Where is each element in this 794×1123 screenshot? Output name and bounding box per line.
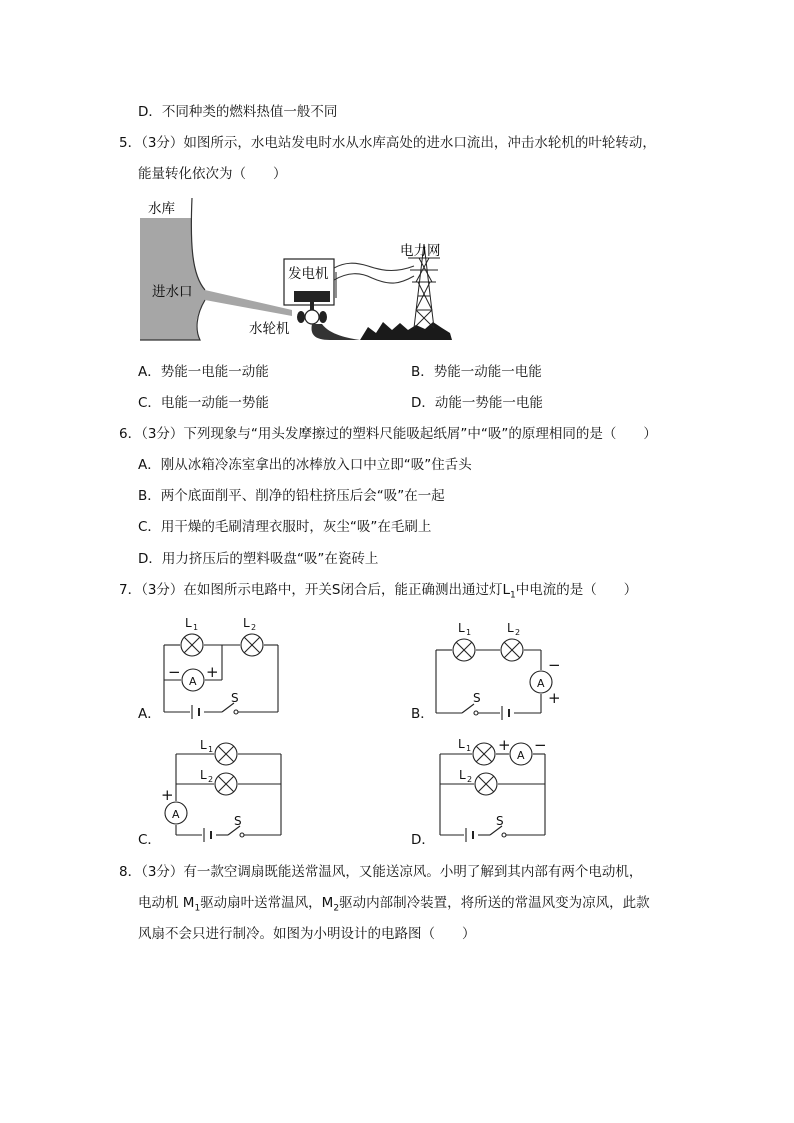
c-plus: +	[161, 786, 174, 804]
grid-label: 电力网	[400, 243, 441, 259]
b-lamp2-sub: 2	[515, 628, 521, 637]
c-lamp1-letter: L	[200, 738, 207, 752]
reservoir-label: 水库	[148, 201, 175, 217]
q8-stem-line2	[138, 897, 650, 914]
circuit-c	[165, 743, 281, 842]
intake-label: 进水口	[152, 284, 193, 300]
q7-stem-post: 中电流的是（ ）	[515, 582, 638, 598]
a-lamp2-sub: 2	[251, 623, 257, 632]
q6-option-d: D．用力挤压后的塑料吸盘“吸”在瓷砖上	[138, 551, 379, 567]
q5-stem-line1: 5．（3分）如图所示，水电站发电时水从水库高处的进水口流出，冲击水轮机的叶轮转动，	[119, 135, 656, 151]
d-ammeter-letter: A	[517, 749, 525, 762]
q6-option-a: A．刚从冰箱冷冻室拿出的冰棒放入口中立即“吸”住舌头	[138, 457, 472, 473]
a-switch-letter: S	[231, 691, 239, 705]
a-plus: +	[206, 663, 219, 681]
a-lamp1-sub: 1	[193, 623, 199, 632]
q5-option-b: B．势能一动能一电能	[411, 364, 542, 380]
q6-option-c: C．用干燥的毛刷清理衣服时，灰尘“吸”在毛刷上	[138, 519, 432, 535]
c-lamp2-sub: 2	[208, 775, 214, 784]
q6-stem: 6．（3分）下列现象与“用头发摩擦过的塑料尺能吸起纸屑”中“吸”的原理相同的是（ ）	[119, 426, 657, 442]
a-minus: −	[168, 663, 181, 681]
q4-option-d: D．不同种类的燃料热值一般不同	[138, 104, 338, 120]
a-lamp1-letter: L	[185, 616, 192, 630]
b-lamp1-letter: L	[458, 621, 465, 635]
q5-option-a: A．势能一电能一动能	[138, 364, 269, 380]
c-ammeter-letter: A	[172, 808, 180, 821]
q8-line2-c: 驱动内部制冷装置，将所送的常温风变为凉风，此款	[339, 895, 650, 911]
circuit-b	[436, 639, 552, 720]
circuit-a	[164, 634, 278, 719]
q8-line2-sub1: 1	[194, 903, 201, 914]
q8-line2-a: 电动机 M	[138, 895, 195, 911]
d-lamp2-sub: 2	[467, 775, 473, 784]
q5-option-d: D．动能一势能一电能	[411, 395, 543, 411]
q5-option-c: C．电能一动能一势能	[138, 395, 269, 411]
d-lamp2-letter: L	[459, 768, 466, 782]
q8-line2-b: 驱动扇叶送常温风，M	[200, 895, 334, 911]
q7-label-c: C．	[138, 832, 161, 848]
q8-line2-sub2: 2	[333, 903, 340, 914]
q7-stem-pre: 7．（3分）在如图所示电路中，开关S闭合后，能正确测出通过灯L	[119, 582, 511, 598]
q6-option-b: B．两个底面削平、削净的铅柱挤压后会“吸”在一起	[138, 488, 445, 504]
b-lamp2-letter: L	[507, 621, 514, 635]
q7-label-d: D．	[411, 832, 435, 848]
q7-label-a: A．	[138, 706, 161, 722]
d-switch-letter: S	[496, 814, 504, 828]
d-minus: −	[534, 736, 547, 754]
b-ammeter-letter: A	[537, 677, 545, 690]
q5-stem-line2: 能量转化依次为（ ）	[138, 166, 287, 182]
turbine-label: 水轮机	[249, 321, 290, 337]
c-lamp2-letter: L	[200, 768, 207, 782]
q8-stem-line3: 风扇不会只进行制冷。如图为小明设计的电路图（ ）	[138, 926, 476, 942]
generator-label: 发电机	[288, 266, 329, 282]
c-lamp1-sub: 1	[208, 745, 214, 754]
circuit-d	[440, 743, 545, 842]
b-switch-letter: S	[473, 691, 481, 705]
q7-label-b: B．	[411, 706, 434, 722]
q8-stem-line1: 8．（3分）有一款空调扇既能送常温风，又能送凉风。小明了解到其内部有两个电动机，	[119, 864, 643, 880]
a-lamp2-letter: L	[243, 616, 250, 630]
b-lamp1-sub: 1	[466, 628, 472, 637]
a-ammeter-letter: A	[189, 675, 197, 688]
q7-stem-sub: 1	[510, 590, 516, 601]
d-lamp1-letter: L	[458, 737, 465, 751]
b-plus: +	[548, 689, 561, 707]
d-lamp1-sub: 1	[466, 744, 472, 753]
d-plus: +	[498, 736, 511, 754]
c-switch-letter: S	[234, 814, 242, 828]
b-minus: −	[548, 656, 561, 674]
